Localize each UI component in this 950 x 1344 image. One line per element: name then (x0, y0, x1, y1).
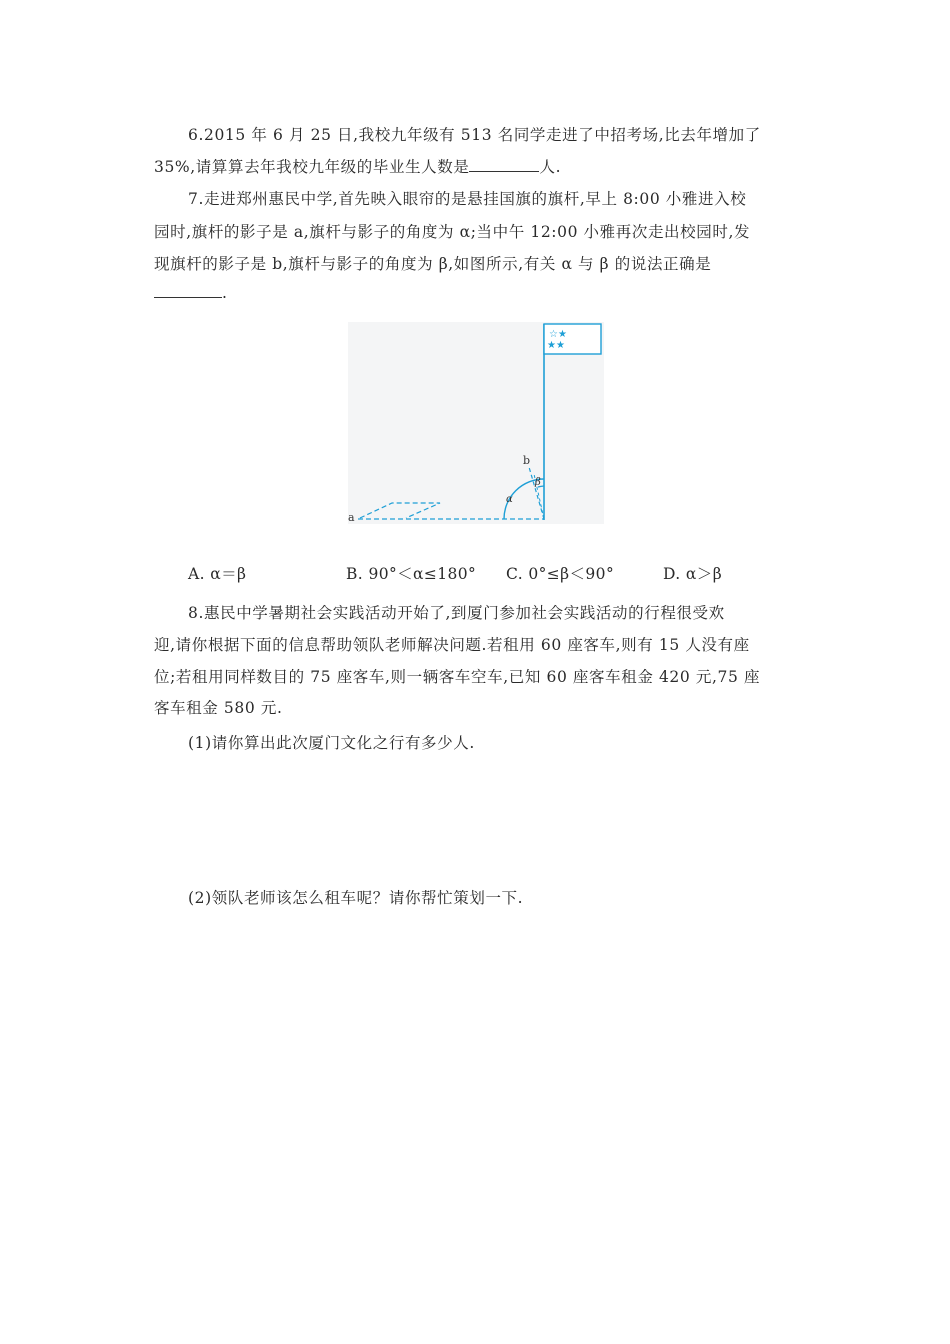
q8-line-1: 8.惠民中学暑期社会实践活动开始了,到厦门参加社会实践活动的行程很受欢 (188, 604, 725, 622)
q8-sub-question-2: (2)领队老师该怎么租车呢？请你帮忙策划一下. (188, 889, 524, 907)
q8-line-2: 迎,请你根据下面的信息帮助领队老师解决问题.若租用 60 座客车,则有 15 人没有座 (154, 636, 750, 654)
flagpole-figure (348, 322, 604, 524)
q7-answer-blank[interactable] (154, 283, 222, 298)
label-beta: β (535, 477, 541, 488)
q8-sub-question-1: (1)请你算出此次厦门文化之行有多少人. (188, 734, 475, 752)
flag-stars: ☆★ (549, 329, 567, 340)
q7-line-1: 7.走进郑州惠民中学,首先映入眼帘的是悬挂国旗的旗杆,早上 8:00 小雅进入校 (188, 190, 747, 208)
q7-line-2: 园时,旗杆的影子是 a,旗杆与影子的角度为 α;当中午 12:00 小雅再次走出校园时,发 (154, 223, 751, 241)
option-c[interactable]: C. 0°≤β＜90° (506, 565, 615, 583)
flag-stars-lower: ★★ (547, 340, 565, 351)
q7-line-4 (154, 283, 228, 302)
label-b: b (523, 454, 531, 467)
q8-line-3: 位;若租用同样数目的 75 座客车,则一辆客车空车,已知 60 座客车租金 420 元,75 座 (154, 668, 761, 686)
label-a: a (348, 511, 355, 524)
q6-line-1: 6.2015 年 6 月 25 日,我校九年级有 513 名同学走进了中招考场,比去年增加了 (188, 126, 761, 144)
q6-line-2-text: 35%,请算算去年我校九年级的毕业生人数是 (154, 158, 470, 176)
q6-line-2-end: 人. (539, 158, 562, 176)
q7-line-3: 现旗杆的影子是 b,旗杆与影子的角度为 β,如图所示,有关 α 与 β 的说法正确是 (154, 255, 712, 273)
option-a[interactable]: A. α＝β (188, 565, 247, 583)
q6-line-2 (154, 155, 561, 177)
option-b[interactable]: B. 90°＜α≤180° (346, 565, 477, 583)
q8-line-4: 客车租金 580 元. (154, 699, 283, 717)
q7-line-4-end: . (222, 284, 228, 302)
q6-answer-blank[interactable] (469, 157, 539, 172)
option-d[interactable]: D. α＞β (663, 565, 723, 583)
label-alpha: α (506, 494, 513, 505)
